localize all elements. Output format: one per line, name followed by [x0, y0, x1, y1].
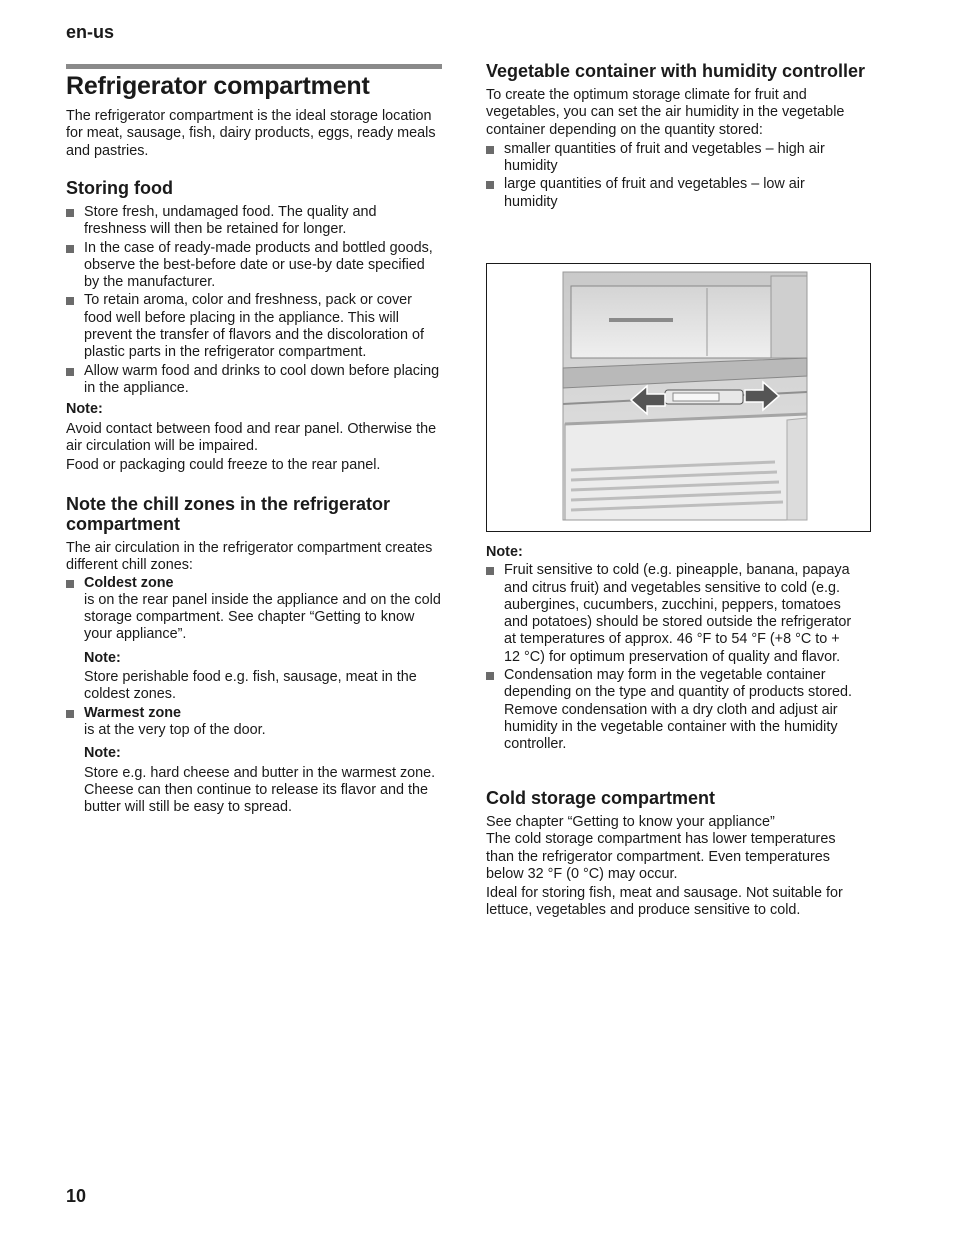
coldest-zone-title: Coldest zone: [84, 574, 174, 591]
bullet-icon: [66, 710, 74, 718]
vegetable-notes: [486, 544, 874, 754]
storing-food-section: [66, 178, 442, 474]
cold-storage-text: The cold storage compartment has lower temperatures than the refrigerator compartment. Even temperatures below 32 °F (0 °C) may occur.: [486, 831, 836, 882]
storing-food-list: [66, 204, 442, 397]
note-text: Avoid contact between food and rear panel. Otherwise the air circulation will be impaired.: [66, 420, 437, 454]
warmest-zone-text: is at the very top of the door.: [84, 721, 266, 738]
intro-text: The refrigerator compartment is the ideal storage location for meat, sausage, fish, dairy products, eggs, ready meals and pastries.: [66, 108, 436, 159]
chill-zones-list: [66, 575, 442, 817]
chill-zones-section: [66, 494, 442, 816]
page-title: Refrigerator compartment: [66, 72, 370, 100]
list-item: large quantities of fruit and vegetables – low air humidity: [486, 176, 856, 211]
list-item: Fruit sensitive to cold (e.g. pineapple, banana, papaya and citrus fruit) and vegetables sensitive to cold (e.g. aubergines, cucumbers, zucchini, peppers, tomatoes and potatoes) should be stored outside the refrigerator at temperatures of approx. 46 °F to 54 °F (+8 °C to + 12 °C) for optimum preservation of quality and flavor.: [486, 562, 858, 666]
language-code: en-us: [66, 22, 115, 42]
page-number: 10: [66, 1186, 87, 1206]
cold-storage-text: Ideal for storing fish, meat and sausage. Not suitable for lettuce, vegetables and produce sensitive to cold.: [486, 885, 843, 919]
list-item: [66, 575, 442, 704]
coldest-zone-text: is on the rear panel inside the appliance and on the cold storage compartment. See chapter “Getting to know your appliance”.: [84, 591, 441, 643]
bullet-icon: [66, 245, 74, 253]
note-text: Store perishable food e.g. fish, sausage, meat in the coldest zones.: [84, 669, 417, 703]
note-label: Note:: [486, 544, 523, 560]
bullet-icon: [486, 567, 494, 575]
bullet-icon: [66, 368, 74, 376]
bullet-icon: [66, 580, 74, 588]
list-item: Allow warm food and drinks to cool down before placing in the appliance.: [66, 363, 442, 398]
warmest-zone-title: Warmest zone: [84, 704, 182, 721]
vegetable-intro: To create the optimum storage climate for fruit and vegetables, you can set the air humidity in the vegetable container depending on the quantity stored:: [486, 87, 845, 138]
note-label: Note:: [84, 649, 121, 666]
list-item: In the case of ready-made products and bottled goods, observe the best-before date or use-by date specified by the manufacturer.: [66, 240, 442, 292]
note-label: Note:: [84, 745, 121, 762]
cold-storage-section: [486, 788, 874, 920]
chill-zones-heading: Note the chill zones in the refrigerator compartment: [66, 494, 391, 534]
list-item: To retain aroma, color and freshness, pack or cover food well before placing in the appliance. This will prevent the transfer of flavors and the discoloration of plastic parts in the refrigerator compartment.: [66, 292, 442, 361]
bullet-icon: [486, 672, 494, 680]
cold-storage-text: See chapter “Getting to know your appliance”: [486, 814, 775, 830]
vegetable-section: [486, 61, 874, 211]
intro-block: [66, 108, 442, 160]
list-item: [66, 705, 442, 817]
note-label: Note:: [66, 401, 103, 418]
list-item: smaller quantities of fruit and vegetables – high air humidity: [486, 141, 856, 176]
humidity-controller-illustration: [486, 263, 871, 532]
vegetable-heading: Vegetable container with humidity controller: [486, 61, 866, 81]
list-item: Condensation may form in the vegetable container depending on the type and quantity of products stored. Remove condensation with a dry cloth and adjust air humidity in the vegetable container with the humidity controller.: [486, 667, 858, 753]
storing-food-heading: Storing food: [66, 178, 173, 198]
bullet-icon: [66, 297, 74, 305]
list-item: Store fresh, undamaged food. The quality and freshness will then be retained for longer.: [66, 204, 442, 239]
chill-zones-intro: The air circulation in the refrigerator compartment creates different chill zones:: [66, 540, 433, 574]
notes-list: [486, 562, 858, 753]
note-text: Food or packaging could freeze to the rear panel.: [66, 457, 381, 474]
bullet-icon: [66, 209, 74, 217]
note-text: Store e.g. hard cheese and butter in the warmest zone. Cheese can then continue to release its flavor and the butter will still be easy to spread.: [84, 764, 436, 816]
title-rule: [66, 64, 442, 69]
humidity-list: [486, 141, 856, 211]
bullet-icon: [486, 181, 494, 189]
fridge-drawer-drawing: [487, 264, 871, 532]
bullet-icon: [486, 146, 494, 154]
cold-storage-heading: Cold storage compartment: [486, 788, 716, 808]
